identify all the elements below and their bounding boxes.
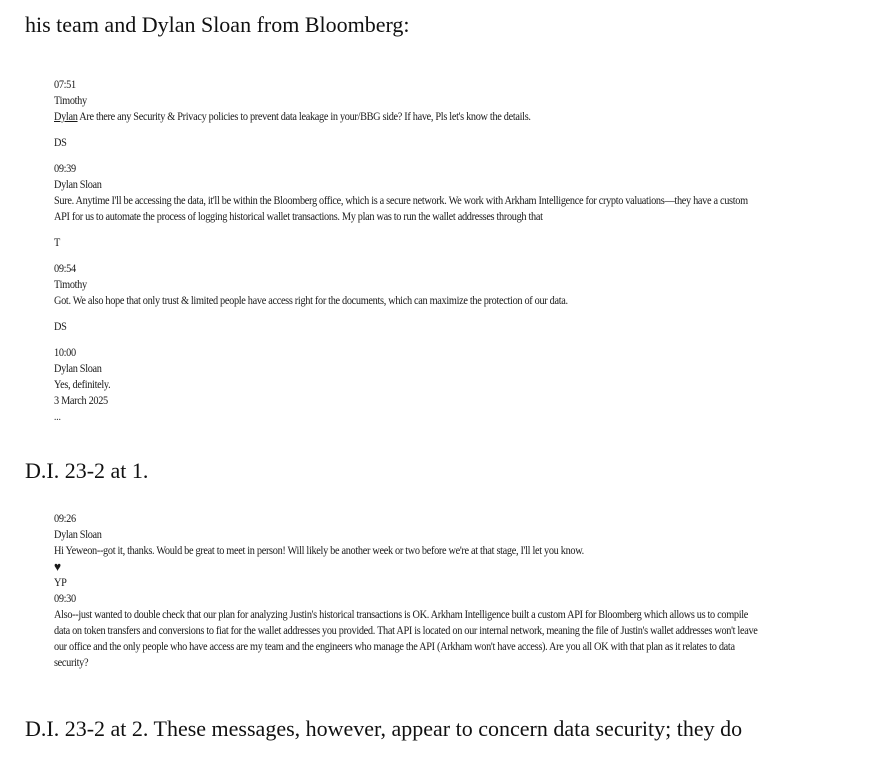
message-sender: Dylan Sloan (54, 179, 102, 191)
message-body-line: data on token transfers and conversions to fiat for the wallet addresses you provided. That API is located on our internal network, meaning the file of Justin's wallet addresses won't leave (54, 625, 758, 637)
message-sender: Timothy (54, 279, 87, 291)
citation-exhibit-2-paragraph: D.I. 23-2 at 2. These messages, however, appear to concern data security; they do (25, 716, 743, 741)
message-body-line: Also--just wanted to double check that our plan for analyzing Justin's historical transactions is OK. Arkham Intelligence built a custom API for Bloomberg which allows us to compile (54, 609, 749, 621)
chat-excerpt-exhibit-1 (54, 77, 748, 423)
citation-exhibit-1: D.I. 23-2 at 1. (25, 458, 149, 483)
message-time: 09:30 (54, 593, 76, 605)
message-body-line: our office and the only people who have access are my team and the engineers who manage the API (Arkham won't have access). Are you all OK with that plan as it relates to data (54, 641, 735, 653)
reply-initials: T (54, 237, 60, 249)
message-time: 09:39 (54, 163, 76, 175)
reply-initials: DS (54, 137, 67, 149)
message-body: Yes, definitely. (54, 379, 111, 391)
message-sender: Dylan Sloan (54, 529, 102, 541)
reply-initials: YP (54, 577, 67, 589)
ellipsis-icon: ... (54, 412, 61, 423)
message-body: Hi Yeweon--got it, thanks. Would be great to meet in person! Will likely be another week or two before we're at that stage, I'll let you know. (54, 545, 584, 557)
message-body-line: Sure. Anytime I'll be accessing the data, it'll be within the Bloomberg office, which is a secure network. We work with Arkham Intelligence for crypto valuations—they have a custom (54, 195, 748, 207)
message-time: 09:26 (54, 513, 76, 525)
reply-initials: DS (54, 321, 67, 333)
message-time: 10:00 (54, 347, 76, 359)
message-time: 09:54 (54, 263, 76, 275)
message-body: Dylan Are there any Security & Privacy policies to prevent data leakage in your/BBG side? If have, Pls let's know the details. (54, 111, 531, 123)
mention-link: Dylan (54, 111, 78, 123)
message-sender: Dylan Sloan (54, 363, 102, 375)
chat-excerpt-exhibit-2 (54, 511, 758, 671)
intro-paragraph: his team and Dylan Sloan from Bloomberg: (25, 12, 410, 37)
message-time: 07:51 (54, 79, 76, 91)
message-body-line: security? (54, 657, 89, 669)
message-date: 3 March 2025 (54, 395, 108, 407)
message-body: Got. We also hope that only trust & limited people have access right for the documents, which can maximize the protection of our data. (54, 295, 568, 307)
message-sender: Timothy (54, 95, 87, 107)
heart-reaction-icon: ♥ (54, 559, 61, 574)
message-body-line: API for us to automate the process of logging historical wallet transactions. My plan was to run the wallet addresses through that (54, 211, 543, 223)
